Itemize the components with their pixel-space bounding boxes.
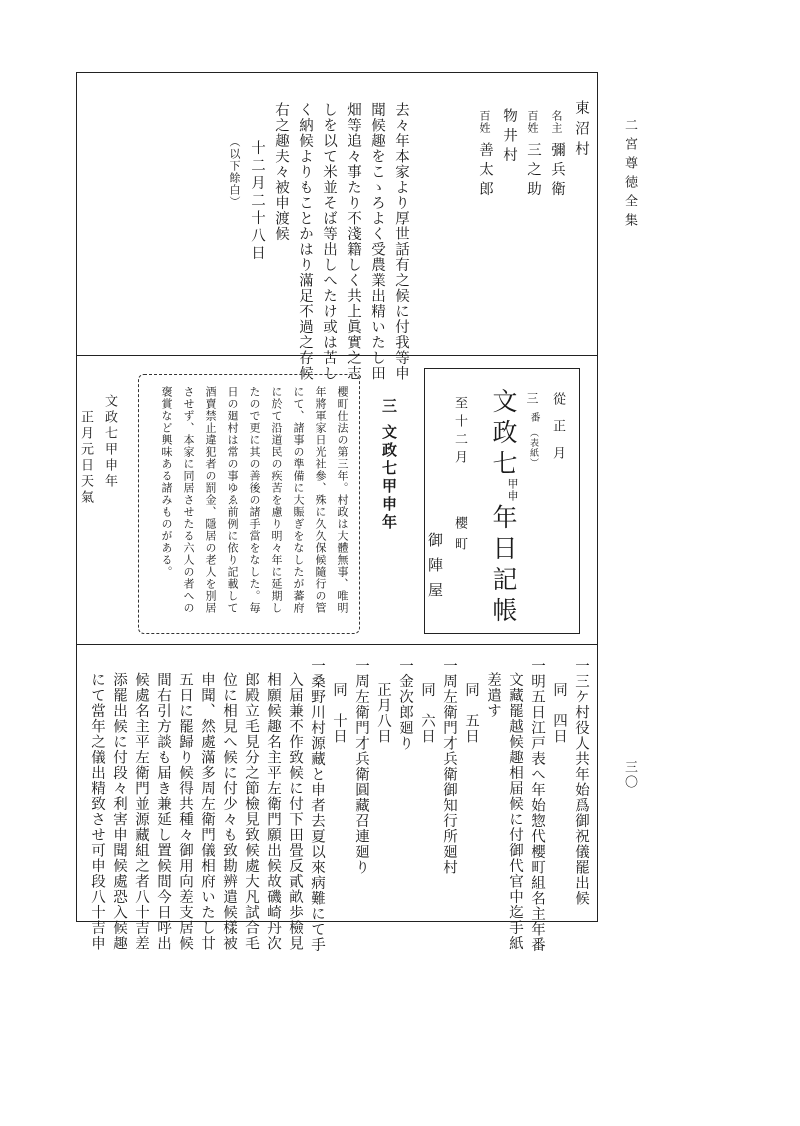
- editor-note-line: させず、本家に同居させたる六人の者への: [182, 386, 195, 614]
- diary-entry: 郎殿立毛見分之節檢見致候處大凡試合毛: [243, 672, 259, 951]
- running-title: 二宮尊徳全集: [622, 118, 637, 232]
- letter-line: 畑等追々事たり不淺籍しく共上眞實之志: [345, 102, 361, 381]
- editor-note-line: に於て沿道民の疾苦を慮り明々年に延期し: [270, 386, 283, 614]
- diary-entry-date: 同 四日: [551, 682, 567, 744]
- diary-entry: 一桑野川村源藏と申者去夏以來病難にて手: [309, 658, 325, 953]
- diary-entry: 相願候趣名主平左衛門願出候故磯崎丹次: [265, 672, 281, 951]
- cover-number-suffix: 番: [528, 412, 539, 423]
- diary-entry: 五日に罷歸り候得共種々御用向差支居候: [177, 672, 193, 951]
- diary-entry: 一周左衛門才兵衛御知行所廻村: [441, 658, 457, 875]
- cover-location-1: 櫻町: [452, 516, 467, 558]
- diary-entry: 文藏罷越候趣相届候に付御代官中迄手紙: [507, 672, 523, 951]
- diary-entry-date: 同 六日: [419, 682, 435, 744]
- diary-entry: 間右引方談も届き兼延し置候間今日呼出: [155, 672, 171, 951]
- diary-entry: 差遣す: [485, 672, 501, 719]
- diary-entry: 添罷出候に付段々利害申聞候處恐入候趣: [111, 672, 127, 951]
- hyakusho-title-1: 百姓: [526, 110, 539, 134]
- hyakusho-title-2: 百姓: [478, 110, 491, 134]
- cover-title-era: 甲申: [506, 478, 519, 502]
- village-2: 物井村: [501, 108, 517, 167]
- diary-entry-date: 同 十日: [331, 682, 347, 744]
- cover-subtitle: 從正月: [550, 392, 565, 473]
- section-heading-title: 文政七甲申年: [380, 424, 398, 532]
- diary-entry: 一明五日江戸表へ年始惣代櫻町組名主年番: [529, 658, 545, 953]
- cover-location-2: 御陣屋: [426, 532, 444, 607]
- letter-line: しを以て米並そば等出しへたけ或は苦し: [321, 102, 337, 381]
- diary-date-header: 文政七甲申年: [102, 394, 117, 490]
- hyakusho-name-2: 善太郎: [477, 142, 493, 201]
- letter-line: 聞候趣をこゝろよく受農業出精いたし田: [369, 102, 385, 381]
- letter-line: 去々年本家より厚世話有之候に付我等申: [393, 102, 409, 381]
- editor-note-line: 酒賣禁止違犯者の罰金、隱居の老人を別居: [204, 386, 217, 614]
- diary-entry: 一周左衛門才兵衛圓藏召連廻り: [353, 658, 369, 875]
- section-divider-1: [76, 355, 598, 356]
- letter-line: 右之趣夫々被申渡候: [273, 102, 289, 242]
- cover-title-main: 文政七: [489, 388, 518, 481]
- letter-date: 十二月二十八日: [249, 140, 265, 263]
- cover-number-label: 三: [525, 392, 539, 405]
- page-number: 三〇: [622, 760, 637, 790]
- diary-entry-date: 同 五日: [463, 682, 479, 744]
- hyakusho-name-1: 三之助: [525, 142, 541, 201]
- editor-note-line: 日の廻村は常の事ゆゑ前例に依り記載して: [226, 386, 239, 614]
- cover-note: （表紙）: [528, 428, 538, 468]
- diary-entry: 一金次郎廻り: [397, 658, 413, 751]
- editor-note-line: 年將軍家日光社參、殊に久久保候隨行の管: [314, 386, 327, 614]
- cover-subtitle-2: 至十二月: [452, 396, 467, 468]
- section-divider-2: [76, 644, 598, 645]
- diary-entry: 一三ケ村役人共年始爲御祝儀罷出候: [573, 658, 589, 906]
- nanushi-title: 名主: [550, 110, 563, 134]
- diary-entry: 候處名主平左衛門並源藏組之者八十吉差: [133, 672, 149, 951]
- diary-entry-date: 正月八日: [375, 682, 391, 744]
- addressee-village: 東沼村: [573, 100, 589, 162]
- letter-line: く納候よりもことかはり滿足不過之存候: [297, 102, 313, 381]
- editor-note-line: 櫻町仕法の第三年。村政は大體無事、唯明: [336, 386, 349, 614]
- section-heading-number: 三: [380, 398, 398, 413]
- omission-note: （以下餘白）: [228, 136, 241, 208]
- nanushi-name: 彌兵衛: [549, 142, 565, 201]
- editor-note-line: にて、諸事の準備に大賑ぎをなしたが蕃府: [292, 386, 305, 614]
- diary-date-sub: 正月元日天氣: [78, 410, 93, 506]
- diary-entry: 入届兼不作致候に付下田畳反貳畝歩檢見: [287, 672, 303, 951]
- editor-note-line: たので更に其の善後の諸手當をなした。毎: [248, 386, 261, 614]
- diary-entry: 申聞、然處滿多周左衛門儀相府いたし廿: [199, 672, 215, 951]
- cover-title-rest: 年日記帳: [489, 504, 518, 628]
- diary-entry: 位に相見へ候に付少々も致勘辨遣候樣被: [221, 672, 237, 951]
- diary-entry: にて當年之儀出精致させ可申段八十吉申: [89, 672, 105, 951]
- editor-note-line: 褒賞など興味ある諸みものがある。: [160, 386, 173, 578]
